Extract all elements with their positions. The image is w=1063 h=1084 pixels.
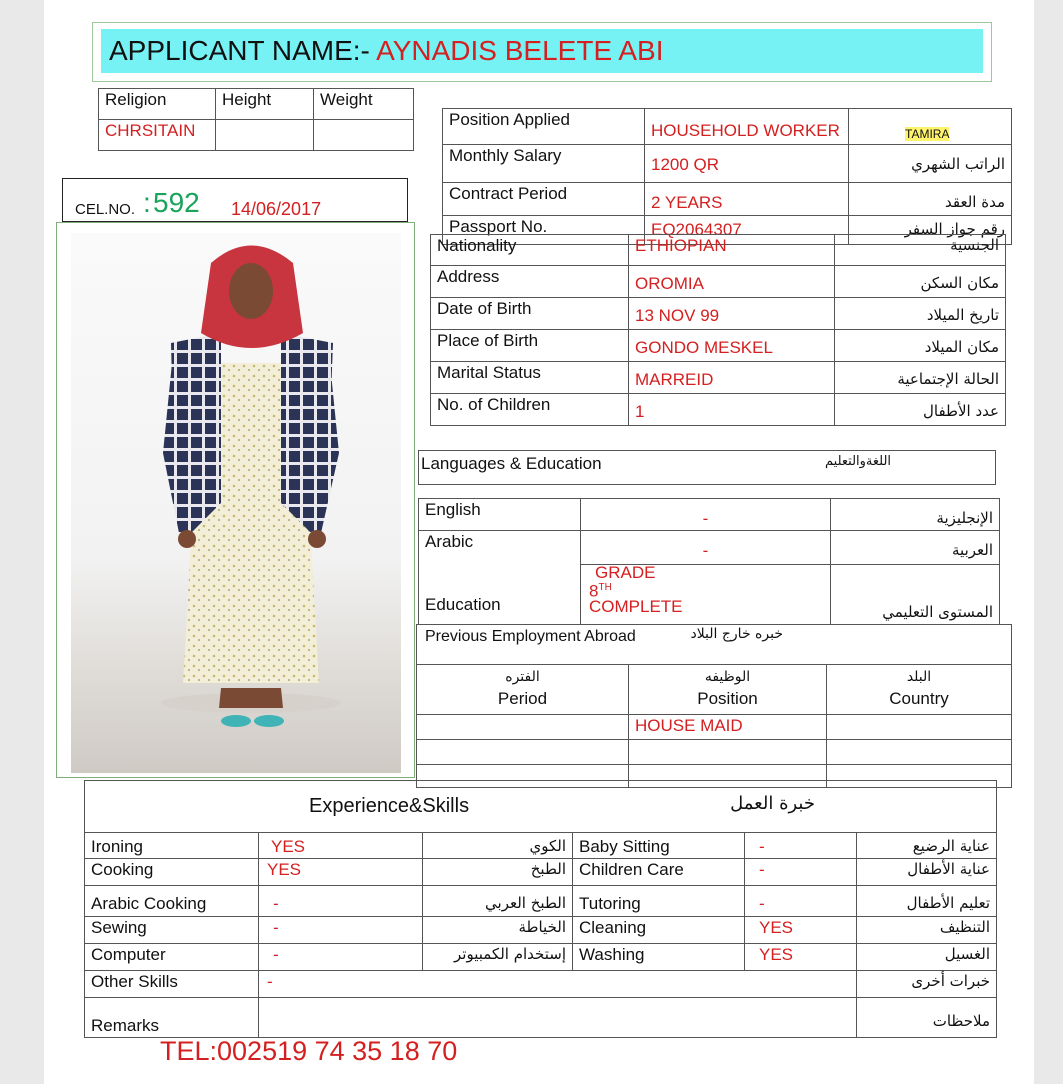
skill-babysitting-ar: عناية الرضيع	[857, 833, 997, 859]
other-skills-label: Other Skills	[85, 971, 259, 998]
children-label: No. of Children	[431, 394, 629, 426]
table-row	[85, 833, 997, 859]
english-label: English	[419, 499, 581, 531]
applicant-name-label: APPLICANT NAME:-	[109, 35, 370, 66]
cel-colon: :	[143, 187, 151, 218]
religion-label: Religion	[99, 89, 216, 120]
employment-position-cell: HOUSE MAID	[629, 715, 827, 740]
skill-tutoring-value: -	[745, 886, 857, 917]
skill-cleaning-value: YES	[745, 917, 857, 944]
employment-country-cell	[827, 715, 1012, 740]
children-ar: عدد الأطفال	[835, 394, 1006, 426]
education-value	[581, 565, 831, 625]
skill-washing-value: YES	[745, 944, 857, 971]
passport-ar: رقم جواز السفر	[849, 216, 1012, 245]
employment-period-cell	[417, 740, 629, 765]
skill-sewing-label: Sewing	[85, 917, 259, 944]
table-row	[85, 971, 997, 998]
nationality-value: ETHIOPIAN	[629, 235, 835, 266]
applicant-name: AYNADIS BELETE ABI	[376, 35, 664, 66]
education-num: 8	[589, 581, 599, 601]
contract-period-value: 2 YEARS	[645, 183, 849, 216]
english-value: -	[581, 499, 831, 531]
skill-babysitting-value: -	[745, 833, 857, 859]
skill-ironing-value: YES	[259, 833, 423, 859]
arabic-ar: العربية	[831, 531, 1000, 565]
country-header-en: Country	[889, 689, 949, 708]
employment-title-ar: خبره خارج البلاد	[690, 626, 783, 642]
skill-washing-label: Washing	[573, 944, 745, 971]
skill-arabic-cooking-value: -	[259, 886, 423, 917]
pob-value: GONDO MESKEL	[629, 330, 835, 362]
children-value: 1	[629, 394, 835, 426]
skill-sewing-ar: الخياطة	[423, 917, 573, 944]
dob-ar: تاريخ الميلاد	[835, 298, 1006, 330]
languages-table	[418, 498, 1000, 625]
skill-ironing-ar: الكوي	[423, 833, 573, 859]
employment-title: Previous Employment Abroad	[425, 628, 636, 645]
employment-country-cell	[827, 740, 1012, 765]
position-table	[442, 108, 1012, 245]
education-label: Education	[419, 565, 581, 625]
table-row	[85, 859, 997, 886]
english-ar: الإنجليزية	[831, 499, 1000, 531]
position-header	[629, 665, 827, 715]
address-value: OROMIA	[629, 266, 835, 298]
period-header-en: Period	[497, 689, 548, 708]
skills-table	[84, 832, 997, 1038]
skill-computer-label: Computer	[85, 944, 259, 971]
skill-tutoring-ar: تعليم الأطفال	[857, 886, 997, 917]
applicant-photo	[71, 233, 401, 773]
skill-babysitting-label: Baby Sitting	[573, 833, 745, 859]
skill-washing-ar: الغسيل	[857, 944, 997, 971]
dob-label: Date of Birth	[431, 298, 629, 330]
employment-position-cell	[629, 740, 827, 765]
position-header-en: Position	[697, 689, 758, 708]
other-skills-value: -	[259, 971, 857, 998]
period-header-ar: الفتره	[505, 669, 540, 685]
remarks-value	[259, 998, 857, 1038]
dob-value: 13 NOV 99	[629, 298, 835, 330]
skills-title: Experience&Skills	[309, 795, 470, 817]
country-header-ar: البلد	[906, 669, 932, 685]
remarks-label: Remarks	[85, 998, 259, 1038]
languages-title-ar: اللغةوالتعليم	[825, 454, 892, 469]
period-header	[417, 665, 629, 715]
cel-number-box	[62, 178, 408, 222]
other-skills-ar: خبرات أخرى	[857, 971, 997, 998]
cel-label: CEL.NO.	[75, 201, 136, 218]
weight-label: Weight	[314, 89, 414, 120]
nationality-ar: الجنسية	[835, 235, 1006, 266]
skill-childcare-label: Children Care	[573, 859, 745, 886]
skill-tutoring-label: Tutoring	[573, 886, 745, 917]
languages-title: Languages & Education	[421, 454, 602, 473]
pob-ar: مكان الميلاد	[835, 330, 1006, 362]
cel-date: 14/06/2017	[231, 199, 322, 219]
employment-title-box	[416, 624, 1012, 664]
passport-label: Passport No.	[443, 216, 645, 245]
table-row	[85, 998, 997, 1038]
skills-title-ar: خبرة العمل	[730, 793, 815, 814]
pob-label: Place of Birth	[431, 330, 629, 362]
monthly-salary-ar: الراتب الشهري	[849, 145, 1012, 183]
cel-number: 592	[153, 187, 200, 218]
contract-period-ar: مدة العقد	[849, 183, 1012, 216]
employment-table	[416, 664, 1012, 788]
education-ar: المستوى التعليمي	[831, 565, 1000, 625]
personal-table	[430, 234, 1006, 426]
marital-value: MARREID	[629, 362, 835, 394]
address-ar: مكان السكن	[835, 266, 1006, 298]
skill-cooking-ar: الطبخ	[423, 859, 573, 886]
position-applied-value: HOUSEHOLD WORKER	[645, 109, 849, 145]
position-applied-label: Position Applied	[443, 109, 645, 145]
cv-sheet	[44, 0, 1034, 1084]
table-row	[417, 715, 1012, 740]
skill-computer-ar: إستخدام الكمبيوتر	[423, 944, 573, 971]
remarks-ar: ملاحظات	[857, 998, 997, 1038]
position-header-ar: الوظيفه	[704, 669, 751, 685]
applicant-header	[92, 22, 992, 82]
contract-period-label: Contract Period	[443, 183, 645, 216]
skill-cleaning-ar: التنظيف	[857, 917, 997, 944]
photo-frame	[56, 222, 415, 778]
religion-value: CHRSITAIN	[99, 120, 216, 151]
skill-cooking-value: YES	[259, 859, 423, 886]
employment-period-cell	[417, 715, 629, 740]
education-sup: TH	[598, 582, 612, 593]
table-row	[417, 740, 1012, 765]
height-label: Height	[216, 89, 314, 120]
height-value	[216, 120, 314, 151]
skill-ironing-label: Ironing	[85, 833, 259, 859]
skills-title-box	[84, 780, 997, 832]
skill-sewing-value: -	[259, 917, 423, 944]
nationality-label: Nationality	[431, 235, 629, 266]
table-row	[85, 917, 997, 944]
arabic-value: -	[581, 531, 831, 565]
skill-computer-value: -	[259, 944, 423, 971]
skill-childcare-ar: عناية الأطفال	[857, 859, 997, 886]
applicant-header-bar	[101, 29, 983, 73]
address-label: Address	[431, 266, 629, 298]
position-applied-extra: TAMIRA	[905, 127, 950, 141]
table-row	[85, 886, 997, 917]
passport-value: EQ2064307	[645, 216, 849, 245]
skill-arabic-cooking-ar: الطبخ العربي	[423, 886, 573, 917]
skill-cooking-label: Cooking	[85, 859, 259, 886]
weight-value	[314, 120, 414, 151]
telephone: TEL:002519 74 35 18 70	[160, 1036, 458, 1066]
marital-ar: الحالة الإجتماعية	[835, 362, 1006, 394]
skill-cleaning-label: Cleaning	[573, 917, 745, 944]
monthly-salary-value: 1200 QR	[645, 145, 849, 183]
monthly-salary-label: Monthly Salary	[443, 145, 645, 183]
skill-arabic-cooking-label: Arabic Cooking	[85, 886, 259, 917]
country-header	[827, 665, 1012, 715]
education-complete: COMPLETE	[589, 596, 683, 616]
arabic-label: Arabic	[419, 531, 581, 565]
table-row	[85, 944, 997, 971]
applicant-photo-illustration	[71, 233, 401, 773]
education-grade: GRADE	[595, 563, 656, 582]
skill-childcare-value: -	[745, 859, 857, 886]
marital-label: Marital Status	[431, 362, 629, 394]
languages-title-box	[418, 450, 996, 485]
basic-info-table	[98, 88, 414, 151]
